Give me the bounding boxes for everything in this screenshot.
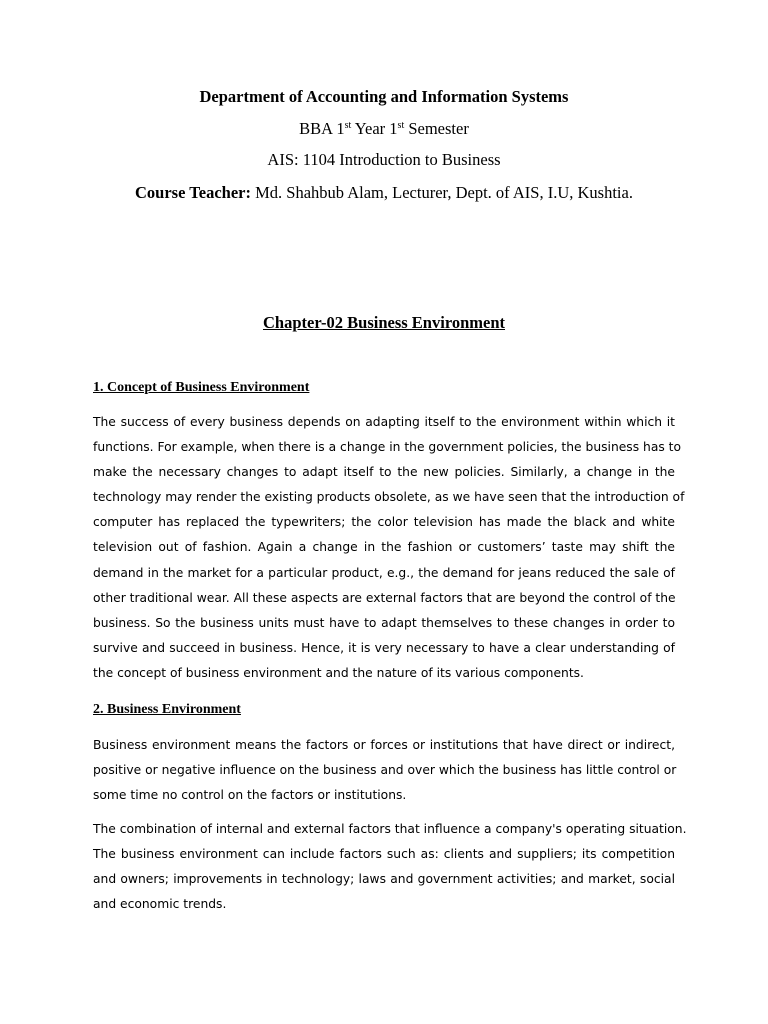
section-paragraph [93,733,675,808]
paragraph-line: other traditional wear. All these aspects are external factors that are beyond the control of the [93,590,676,605]
paragraph-line: technology may render the existing products obsolete, as we have seen that the introduction of [93,490,685,505]
paragraph-line: positive or negative influence on the business and over which the business has little control or [93,763,677,778]
paragraph-line: some time no control on the factors or institutions. [93,788,407,803]
section-heading-business-environment: 2. Business Environment [93,702,241,717]
paragraph-line: The success of every business depends on adapting itself to the environment within which it [93,415,675,429]
program-sup-2: st [397,120,405,131]
paragraph-line: The business environment can include factors such as: clients and suppliers; its competition [93,847,675,862]
paragraph-line: The combination of internal and external factors that influence a company's operating situation. [93,822,687,836]
course-teacher-label: Course Teacher: [135,183,251,202]
paragraph-line: survive and succeed in business. Hence, it is very necessary to have a clear understanding of [93,640,675,655]
paragraph-line: television out of fashion. Again a change in the fashion or customers’ taste may shift the [93,540,675,555]
program-sup-1: st [344,120,352,131]
department-title: Department of Accounting and Information Systems [199,87,569,106]
program-line [0,119,768,139]
paragraph-line: business. So the business units must have to adapt themselves to these changes in order to [93,615,675,630]
paragraph-line: functions. For example, when there is a change in the government policies, the business has to [93,440,682,455]
paragraph-line: demand in the market for a particular product, e.g., the demand for jeans reduced the sale of [93,565,675,580]
paragraph-line: the concept of business environment and the nature of its various components. [93,665,584,680]
paragraph-line: make the necessary changes to adapt itself to the new policies. Similarly, a change in the [93,465,675,480]
program-prefix: BBA 1 [299,119,345,138]
section-paragraph [93,410,685,686]
course-teacher-value: Md. Shahbub Alam, Lecturer, Dept. of AIS, I.U, Kushtia. [250,183,633,202]
paragraph-line: computer has replaced the typewriters; the color television has made the black and white [93,515,675,530]
paragraph-line: Business environment means the factors or forces or institutions that have direct or indirect, [93,738,675,752]
program-mid: Year 1 [351,119,398,138]
paragraph-line: and economic trends. [93,897,227,912]
program-suffix: Semester [404,119,469,138]
paragraph-line: and owners; improvements in technology; laws and government activities; and market, social [93,872,675,887]
course-title: AIS: 1104 Introduction to Business [267,150,501,169]
course-teacher-line [0,183,768,203]
section-paragraph [93,817,687,917]
chapter-title: Chapter-02 Business Environment [262,313,506,332]
section-heading-concept: 1. Concept of Business Environment [93,380,310,395]
